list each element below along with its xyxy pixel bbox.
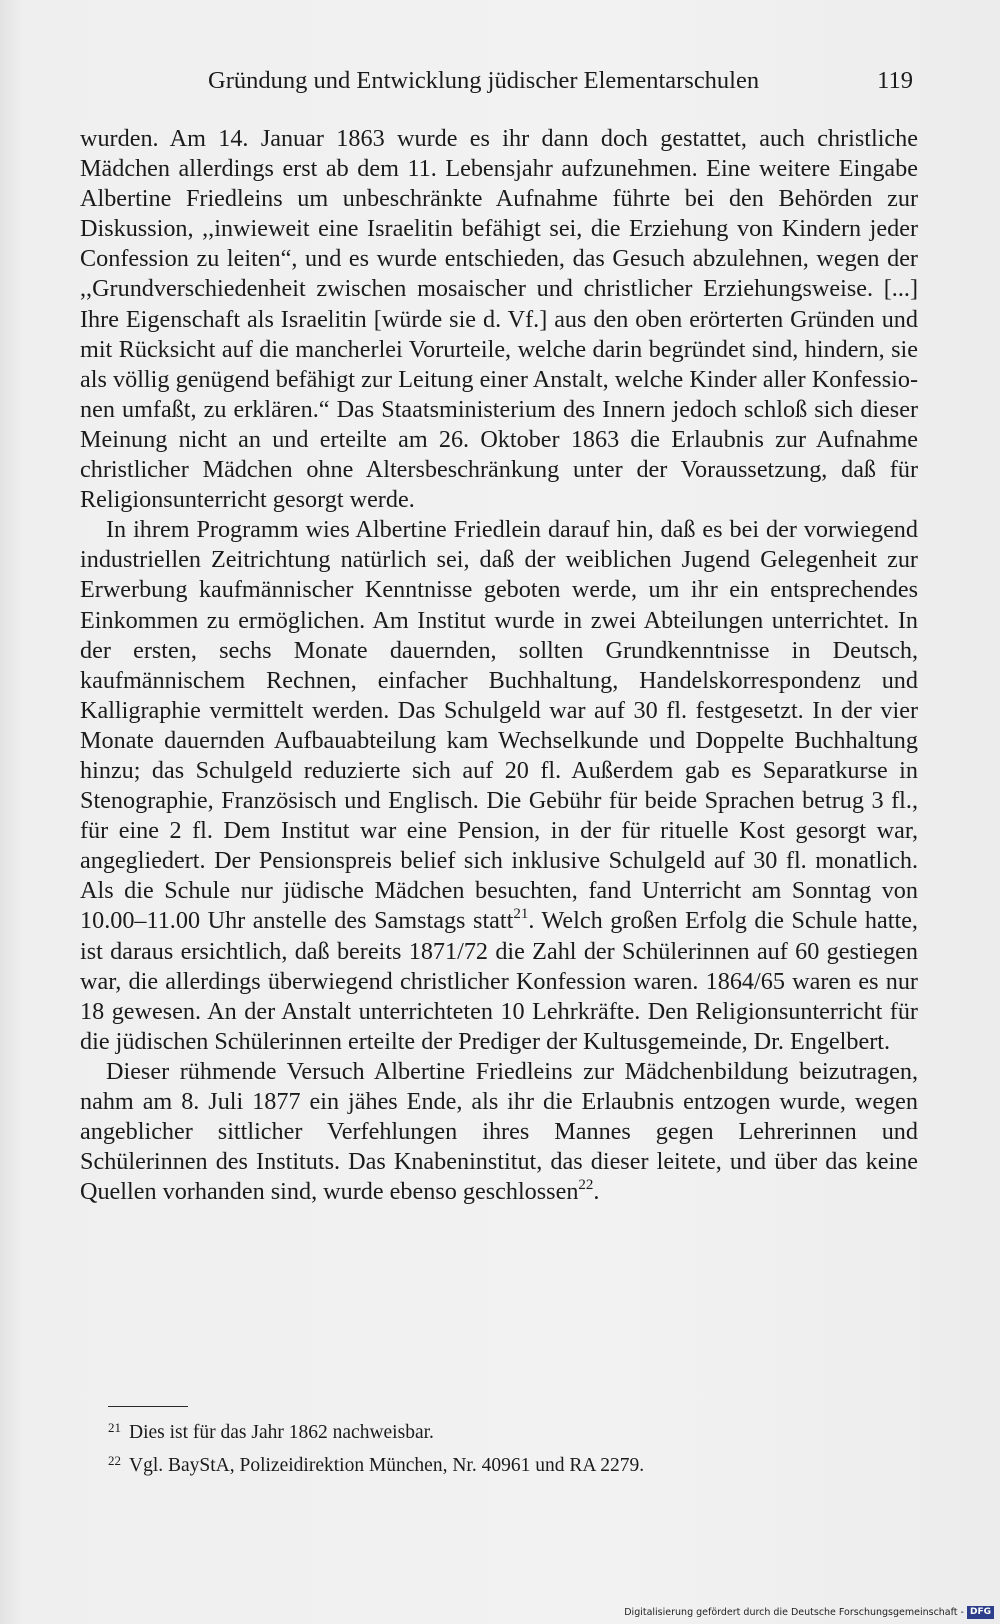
running-header: [208, 64, 913, 98]
footnote-text: Vgl. BayStA, Polizeidirektion München, Nr. 40961 und RA 2279.: [129, 1455, 645, 1476]
paragraph-2-continuation: . Welch großen Erfolg die Schule hatte, ist daraus ersichtlich, daß bereits 1871/72 die Zahl der Schülerinnen auf 60 gestiegen war, die allerdings überwiegend christlicher Konfession waren. 1864/65 waren es nur 18 gewesen. An der Anstalt unterrichteten 10 Lehrkräfte. Den Religionsunterricht für die jüdischen Schülerinnen erteilte der Prediger der Kultusgemeinde, Dr. Engelbert.: [80, 907, 918, 1055]
dfg-logo: DFG: [967, 1606, 994, 1619]
footnotes: [108, 1414, 908, 1480]
footnote-text: Dies ist für das Jahr 1862 nachweisbar.: [129, 1422, 434, 1443]
page-number: 119: [877, 67, 913, 94]
footnote-divider: [108, 1406, 188, 1407]
paragraph-1: wurden. Am 14. Januar 1863 wurde es ihr dann doch gestattet, auch christliche Mädchen allerdings erst ab dem 11. Lebensjahr aufzunehmen. Eine weitere Eingabe Albertine Friedleins um unbeschränkte Aufnahme führte bei den Behörden zur Diskussion, ,,inwieweit eine Israelitin befähigt sei, die Erziehung von Kindern jeder Confession zu leiten“, und es wurde entschieden, das Gesuch abzulehnen, wegen der ,,Grundverschiedenheit zwischen mosaischer und christlicher Erziehungsweise. [...] Ihre Eigenschaft als Israelitin [würde sie d. Vf.] aus den oben erörterten Gründen und mit Rücksicht auf die mancherlei Vorurteile, welche darin begründet sind, hindern, sie als völlig genügend befähigt zur Leitung einer Anstalt, welche Kinder aller Konfessionen umfaßt, zu erklären.“ Das Staatsministerium des Innern jedoch schloß sich dieser Meinung nicht an und erteilte am 26. Oktober 1863 die Erlaubnis zur Aufnahme christlicher Mädchen ohne Altersbeschränkung unter der Voraussetzung, daß für Religionsunterricht gesorgt werde.: [80, 125, 918, 514]
credit-text: Digitalisierung gefördert durch die Deutsche Forschungsgemeinschaft -: [624, 1606, 964, 1618]
footnote-22: [108, 1447, 908, 1480]
paragraph-3-text: Dieser rühmende Versuch Albertine Friedleins zur Mädchenbildung beizutragen, nahm am 8. Juli 1877 ein jähes Ende, als ihr die Erlaubnis entzogen wurde, wegen angeblicher sittlicher Verfehlungen ihres Mannes gegen Lehrerinnen und Schülerinnen des Instituts. Das Knabeninstitut, das dieser leitete, und über das keine Quellen vorhanden sind, wurde ebenso geschlossen: [80, 1057, 918, 1206]
paragraph-3-end: .: [593, 1178, 600, 1206]
footnote-ref-22: 22: [578, 1177, 594, 1194]
paragraph-3: [80, 1057, 918, 1207]
footnote-21: [108, 1414, 908, 1447]
footnote-mark: 22: [108, 1453, 121, 1468]
digitization-credit: [624, 1604, 994, 1620]
paragraph-2-text: In ihrem Programm wies Albertine Friedlein darauf hin, daß es bei der vorwiegend industriellen Zeitrichtung natürlich sei, daß der weiblichen Jugend Gelegenheit zur Erwerbung kaufmännischer Kenntnisse geboten werde, um ihr ein entsprechendes Einkommen zu ermöglichen. Am Institut wurde in zwei Abteilungen unterrichtet. In der ersten, sechs Monate dauernden, sollten Grundkenntnisse in Deutsch, kaufmännischem Rechnen, einfacher Buchhaltung, Handelskorrespondenz und Kalligraphie vermittelt werden. Das Schulgeld war auf 30 fl. festgesetzt. In der vier Monate dauernden Aufbauabteilung kam Wechselkunde und Doppelte Buchhaltung hinzu; das Schulgeld reduzierte sich auf 20 fl. Außerdem gab es Separatkurse in Stenographie, Französisch und Englisch. Die Gebühr für beide Sprachen betrug 3 fl., für eine 2 fl. Dem Institut war eine Pension, in der für rituelle Kost gesorgt war, angegliedert. Der Pensionspreis belief sich inklusive Schulgeld auf 30 fl. monatlich. Als die Schule nur jüdische Mädchen besuchten, fand Unterricht am Sonntag von 10.00–11.00 Uhr anstelle des Samstags statt: [80, 516, 918, 935]
running-title: Gründung und Entwicklung jüdischer Elementarschulen: [208, 67, 760, 94]
footnote-mark: 21: [108, 1420, 121, 1435]
paragraph-2: [80, 515, 918, 1057]
main-text: [80, 124, 918, 1207]
footnote-ref-21: 21: [513, 906, 529, 923]
